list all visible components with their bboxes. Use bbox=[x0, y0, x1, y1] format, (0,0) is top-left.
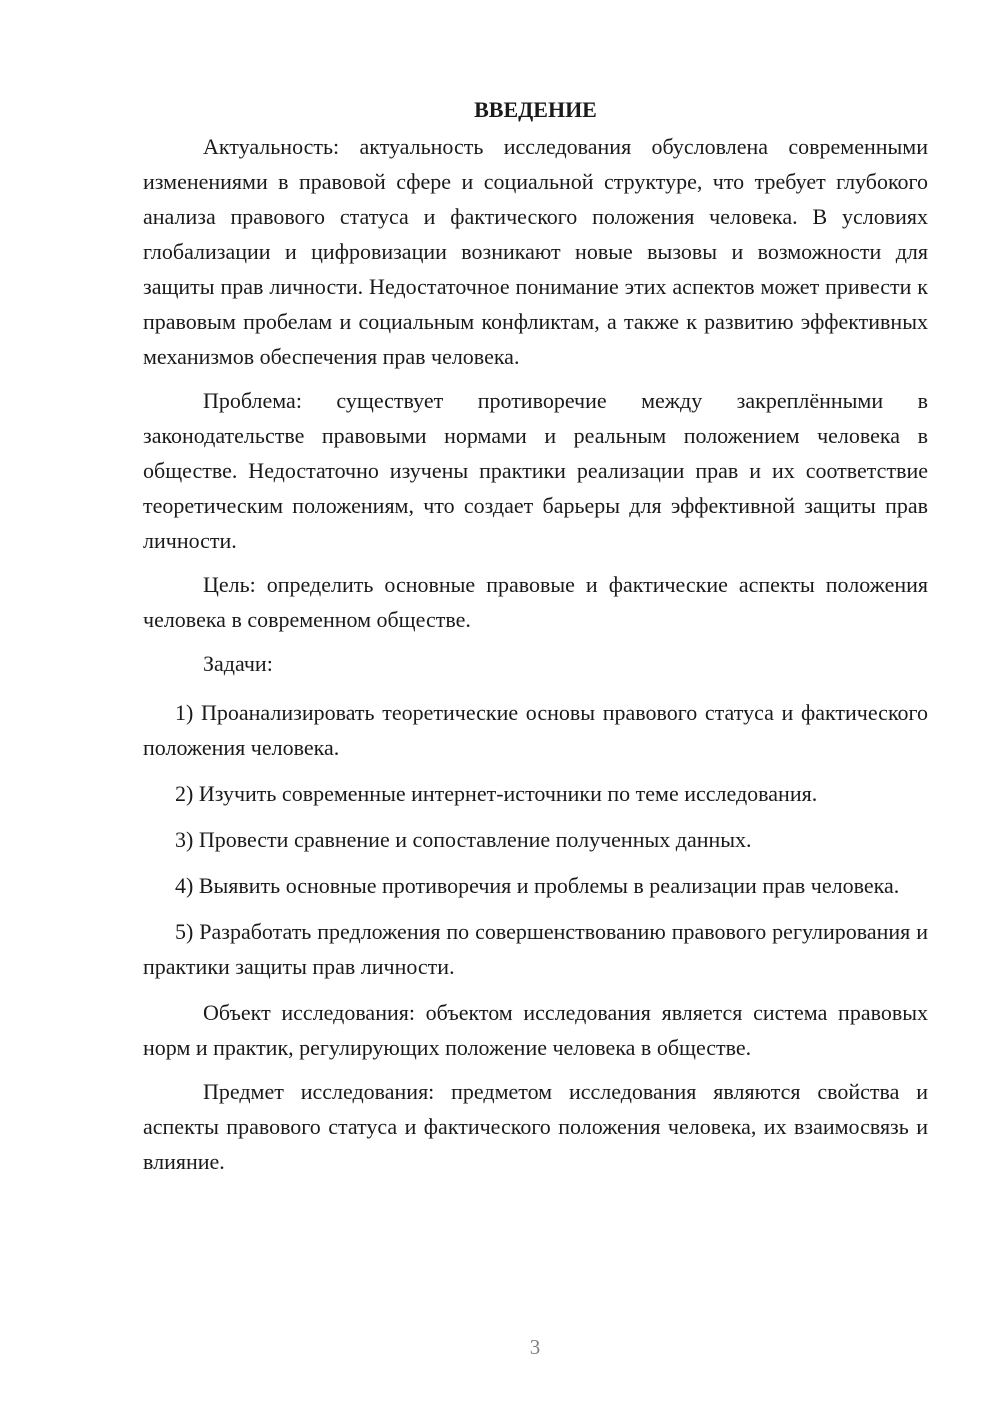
page-title: ВВЕДЕНИЕ bbox=[474, 97, 597, 122]
relevance-paragraph: Актуальность: актуальность исследования обусловлена современными изменениями в правовой сфере и социальной структуре, что требует глубокого анализа правового статуса и фактического положения человека. В условиях глобализации и цифровизации возникают новые вызовы и возможности для защиты прав личности. Недостаточное понимание этих аспектов может привести к правовым пробелам и социальным конфликтам, а также к развитию эффективных механизмов обеспечения прав человека. bbox=[143, 134, 928, 369]
page-number: 3 bbox=[529, 1335, 541, 1359]
task-item-2: 2) Изучить современные интернет-источники по теме исследования. bbox=[175, 781, 818, 806]
task-item-1: 1) Проанализировать теоретические основы правового статуса и фактического положения человека. bbox=[143, 700, 928, 760]
tasks-list bbox=[143, 695, 928, 984]
tasks-label: Задачи: bbox=[203, 651, 273, 676]
problem-paragraph: Проблема: существует противоречие между закреплёнными в законодательстве правовыми нормами и реальным положением человека в обществе. Недостаточно изучены практики реализации прав и их соответствие теоретическим положениям, что создает барьеры для эффективной защиты прав личности. bbox=[143, 388, 928, 553]
task-item-3: 3) Провести сравнение и сопоставление полученных данных. bbox=[175, 827, 752, 852]
page-content bbox=[143, 92, 928, 1188]
task-item-5: 5) Разработать предложения по совершенствованию правового регулирования и практики защиты прав личности. bbox=[143, 919, 928, 979]
subject-paragraph: Предмет исследования: предметом исследования являются свойства и аспекты правового статуса и фактического положения человека, их взаимосвязь и влияние. bbox=[143, 1079, 928, 1174]
object-paragraph: Объект исследования: объектом исследования является система правовых норм и практик, регулирующих положение человека в обществе. bbox=[143, 1000, 928, 1060]
task-item-4: 4) Выявить основные противоречия и проблемы в реализации прав человека. bbox=[175, 873, 900, 898]
goal-paragraph: Цель: определить основные правовые и фактические аспекты положения человека в современном обществе. bbox=[143, 572, 928, 632]
